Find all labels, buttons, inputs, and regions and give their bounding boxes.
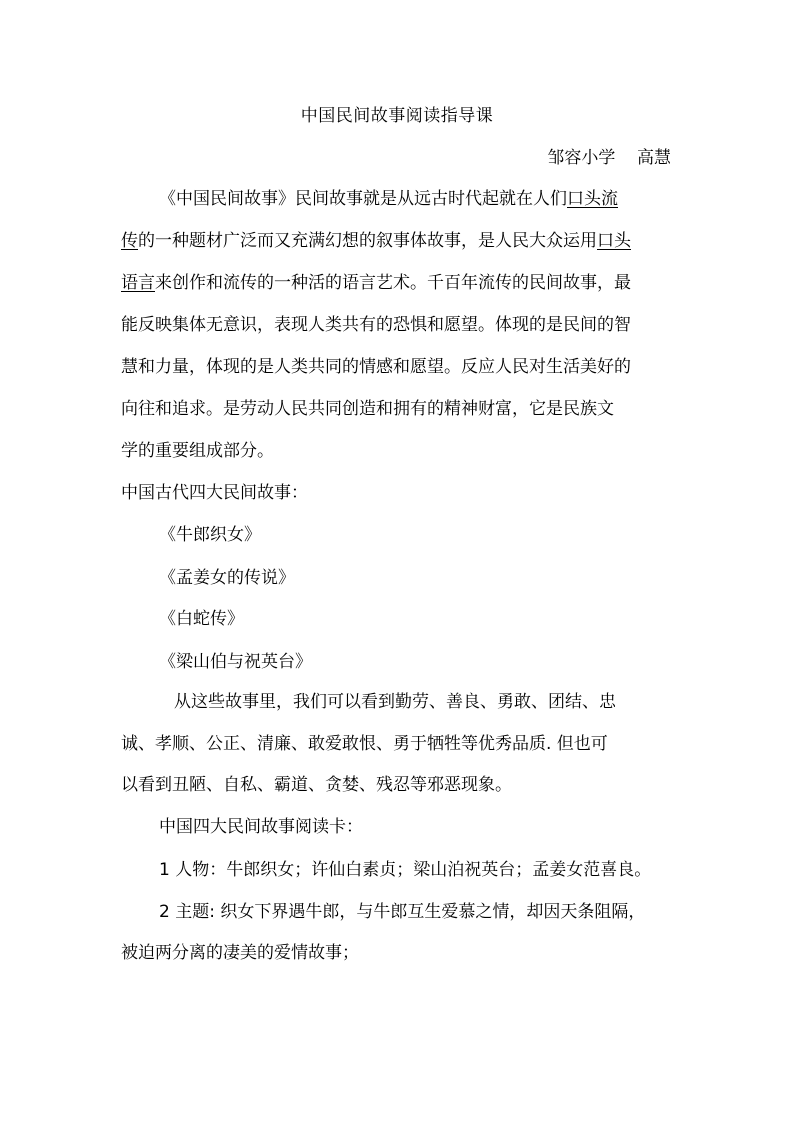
intro-line-1 — [159, 187, 618, 211]
intro-line-4: 能反映集体无意识，表现人类共有的恐惧和愿望。体现的是民间的智 — [121, 315, 631, 335]
intro-line-6: 向往和追求。是劳动人民共同创造和拥有的精神财富，它是民族文 — [121, 399, 614, 419]
author-byline: 邹容小学 高慧 — [547, 148, 671, 168]
reflection-line-3: 以看到丑陋、自私、霸道、贪婪、残忍等邪恶现象。 — [121, 775, 512, 795]
intro-line-3-text: 来创作和流传的一种活的语言艺术。千百年流传的民间故事，最 — [155, 273, 631, 293]
intro-line-2-underlined-start: 传 — [121, 231, 138, 251]
reading-card-heading: 中国四大民间故事阅读卡： — [159, 817, 363, 837]
intro-line-1-text: 《中国民间故事》民间故事就是从远古时代起就在人们 — [159, 189, 567, 209]
reading-card-item-characters: 1 人物：牛郎织女；许仙白素贞；梁山泊祝英台；孟姜女范喜良。 — [159, 860, 652, 880]
intro-line-2-underlined-end: 口头 — [597, 231, 631, 251]
reflection-line-1: 从这些故事里，我们可以看到勤劳、善良、勇敢、团结、忠 — [174, 692, 616, 712]
intro-line-1-underlined: 口头流 — [567, 189, 618, 209]
intro-line-3 — [121, 271, 631, 295]
reading-card-item-theme-cont: 被迫两分离的凄美的爱情故事； — [121, 943, 359, 963]
intro-line-7: 学的重要组成部分。 — [121, 441, 274, 461]
four-stories-heading: 中国古代四大民间故事： — [121, 483, 308, 503]
page-title: 中国民间故事阅读指导课 — [300, 106, 494, 126]
intro-line-5: 慧和力量，体现的是人类共同的情感和愿望。反应人民对生活美好的 — [121, 357, 631, 377]
intro-line-2-text: 的一种题材广泛而又充满幻想的叙事体故事，是人民大众运用 — [138, 231, 597, 251]
story-item: 《孟姜女的传说》 — [159, 568, 295, 588]
story-item: 《白蛇传》 — [159, 609, 244, 629]
reflection-line-2: 诚、孝顺、公正、清廉、敢爱敢恨、勇于牺牲等优秀品质. 但也可 — [121, 734, 608, 754]
story-item: 《牛郎织女》 — [159, 525, 261, 545]
intro-line-3-underlined: 语言 — [121, 273, 155, 293]
story-item: 《梁山伯与祝英台》 — [159, 652, 312, 672]
intro-line-2 — [121, 229, 631, 253]
reading-card-item-theme: 2 主题: 织女下界遇牛郎，与牛郎互生爱慕之情，却因天条阻隔， — [159, 902, 646, 922]
